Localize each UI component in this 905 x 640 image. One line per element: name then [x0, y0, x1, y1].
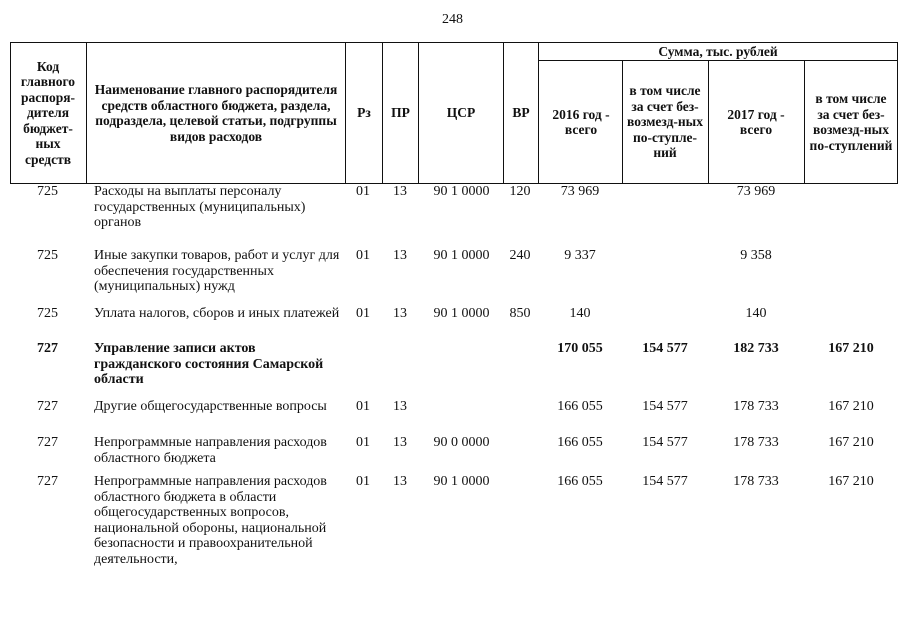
header-rz: Рз: [357, 105, 371, 121]
cell-pr: 13: [393, 435, 407, 450]
cell-2017-incl: 167 210: [828, 435, 874, 450]
cell-csr: 90 1 0000: [433, 184, 490, 199]
header-2016-incl: в том числе за счет без-возмезд-ных по-ступле-ний: [627, 83, 703, 161]
cell-2016-incl: 154 577: [642, 341, 688, 356]
cell-2016-incl: 154 577: [642, 435, 688, 450]
cell-name: Непрограммные направления расходов областного бюджета в области общегосударственных вопросов, национальной обороны, национальной безопасности и правоохранительной деятельности,: [94, 474, 327, 567]
cell-pr: 13: [393, 474, 407, 489]
header-code: Код главного распоря-дителя бюджет-ных средств: [20, 58, 76, 167]
cell-name: Другие общегосударственные вопросы: [94, 399, 327, 414]
cell-2017-total: 178 733: [733, 474, 779, 489]
cell-2017-total: 73 969: [736, 184, 776, 199]
cell-pr: 13: [393, 248, 407, 263]
page-number: 248: [442, 12, 463, 27]
cell-vr: 850: [509, 306, 531, 321]
cell-2017-total: 178 733: [733, 435, 779, 450]
cell-2016-total: 73 969: [560, 184, 600, 199]
cell-2017-total: 178 733: [733, 399, 779, 414]
cell-name: Управление записи актов гражданского состояния Самарской области: [94, 341, 324, 387]
header-2017-incl: в том числе за счет без-возмезд-ных по-ступлений: [809, 91, 893, 153]
cell-2016-total: 140: [569, 306, 591, 321]
cell-rz: 01: [356, 306, 370, 321]
cell-name: Иные закупки товаров, работ и услуг для обеспечения государственных (муниципальных) нужд: [94, 248, 340, 294]
cell-rz: 01: [356, 399, 370, 414]
header-name: Наименование главного распорядителя средств областного бюджета, раздела, подраздела, целевой статьи, подгруппы видов расходов: [94, 82, 338, 144]
cell-2016-total: 170 055: [557, 341, 603, 356]
header-pr: ПР: [391, 105, 410, 121]
header-csr: ЦСР: [446, 105, 476, 121]
cell-2017-incl: 167 210: [828, 341, 874, 356]
cell-name: Непрограммные направления расходов областного бюджета: [94, 435, 327, 466]
cell-pr: 13: [393, 306, 407, 321]
header-2017-total: 2017 год - всего: [727, 106, 785, 137]
cell-2017-incl: 167 210: [828, 399, 874, 414]
header-vr: ВР: [512, 105, 530, 121]
cell-pr: 13: [393, 184, 407, 199]
cell-code: 727: [37, 435, 58, 450]
cell-rz: 01: [356, 435, 370, 450]
cell-2016-total: 166 055: [557, 399, 603, 414]
cell-pr: 13: [393, 399, 407, 414]
header-sum: Сумма, тыс. рублей: [658, 43, 778, 59]
cell-code: 727: [37, 399, 58, 414]
cell-rz: 01: [356, 474, 370, 489]
cell-rz: 01: [356, 248, 370, 263]
cell-2016-incl: 154 577: [642, 399, 688, 414]
cell-csr: 90 0 0000: [433, 435, 490, 450]
cell-2016-total: 166 055: [557, 435, 603, 450]
cell-name: Расходы на выплаты персоналу государственных (муниципальных) органов: [94, 184, 306, 230]
cell-2016-total: 9 337: [564, 248, 596, 263]
cell-2017-total: 9 358: [740, 248, 772, 263]
cell-code: 725: [37, 306, 58, 321]
cell-2016-incl: 154 577: [642, 474, 688, 489]
cell-name: Уплата налогов, сборов и иных платежей: [94, 306, 340, 321]
cell-2017-total: 182 733: [733, 341, 779, 356]
cell-code: 727: [37, 341, 58, 356]
cell-csr: 90 1 0000: [433, 474, 490, 489]
cell-vr: 120: [509, 184, 531, 199]
cell-csr: 90 1 0000: [433, 306, 490, 321]
cell-2017-total: 140: [745, 306, 767, 321]
header-2016-total: 2016 год - всего: [552, 106, 610, 137]
cell-code: 727: [37, 474, 58, 489]
cell-csr: 90 1 0000: [433, 248, 490, 263]
cell-2016-total: 166 055: [557, 474, 603, 489]
cell-2017-incl: 167 210: [828, 474, 874, 489]
cell-code: 725: [37, 184, 58, 199]
cell-vr: 240: [509, 248, 531, 263]
cell-rz: 01: [356, 184, 370, 199]
cell-code: 725: [37, 248, 58, 263]
